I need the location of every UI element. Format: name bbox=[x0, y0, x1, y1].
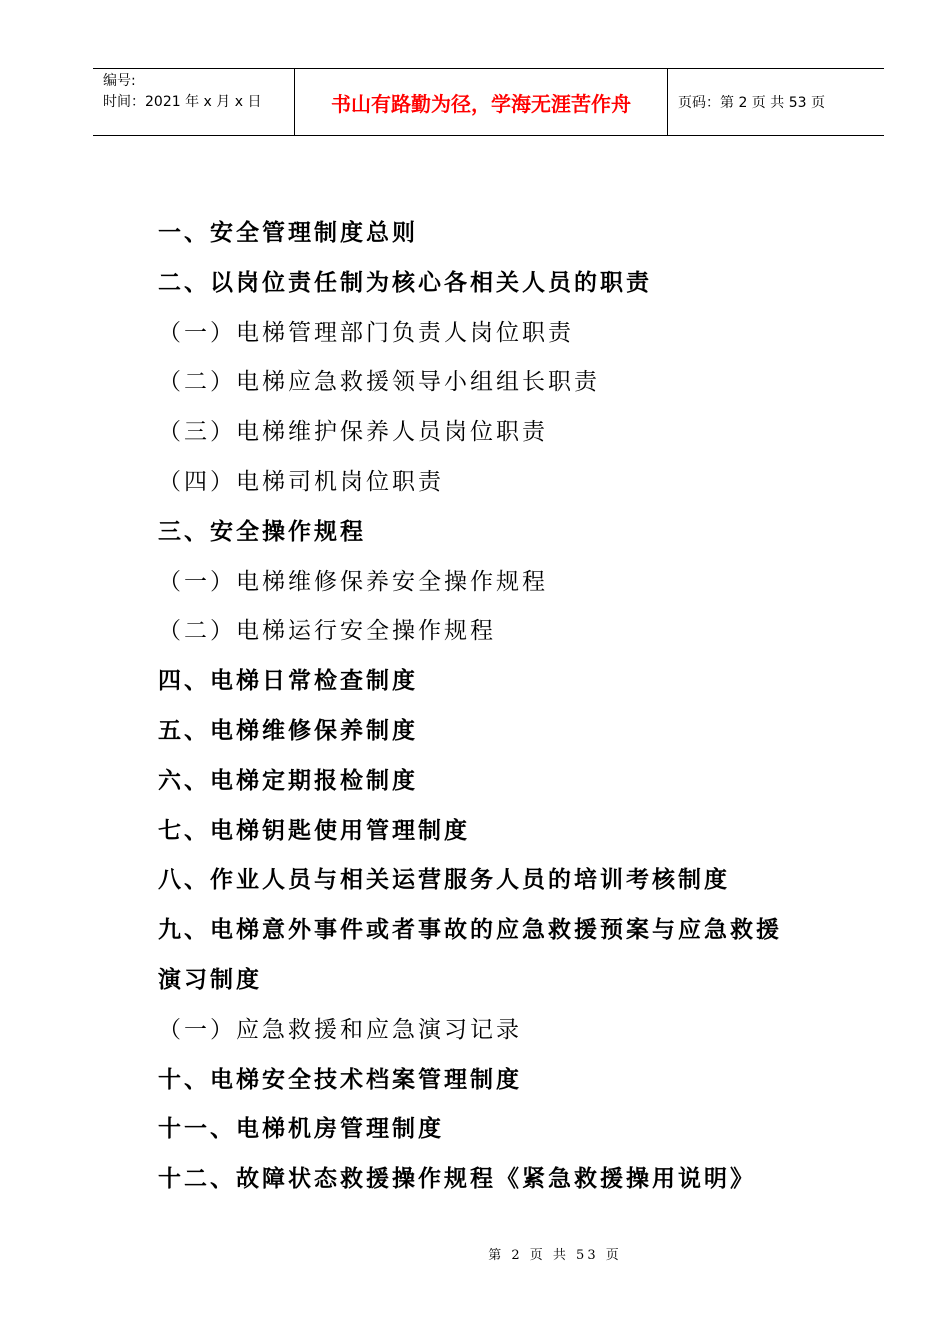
toc-item: 演习制度 bbox=[158, 966, 262, 993]
toc-item: （三）电梯维护保养人员岗位职责 bbox=[158, 419, 548, 446]
page-header bbox=[93, 68, 884, 136]
toc-item: 九、电梯意外事件或者事故的应急救援预案与应急救援 bbox=[158, 917, 782, 944]
toc-item: 二、以岗位责任制为核心各相关人员的职责 bbox=[158, 269, 652, 296]
header-meta bbox=[93, 69, 295, 135]
toc-item: 五、电梯维修保养制度 bbox=[158, 717, 418, 744]
time-label: 时间：2021 年 x 月 x 日 bbox=[103, 94, 262, 110]
toc-item: 四、电梯日常检查制度 bbox=[158, 668, 418, 695]
toc-item: （二）电梯应急救援领导小组组长职责 bbox=[158, 369, 600, 396]
toc-item: （一）电梯管理部门负责人岗位职责 bbox=[158, 319, 574, 346]
toc-item: （一）电梯维修保养安全操作规程 bbox=[158, 568, 548, 595]
toc-item: 一、安全管理制度总则 bbox=[158, 220, 418, 246]
header-page-label: 页码：第 2 页 共 53 页 bbox=[678, 95, 825, 111]
number-label: 编号: bbox=[103, 73, 136, 89]
header-motto: 书山有路勤为径，学海无涯苦作舟 bbox=[295, 69, 668, 135]
toc-item: 八、作业人员与相关运营服务人员的培训考核制度 bbox=[158, 867, 730, 894]
toc-item: （一）应急救援和应急演习记录 bbox=[158, 1016, 522, 1043]
toc-item: 十二、故障状态救援操作规程《紧急救援操用说明》 bbox=[158, 1166, 756, 1193]
toc-item: 六、电梯定期报检制度 bbox=[158, 767, 418, 794]
page-footer: 第 2 页 共 53 页 bbox=[488, 1248, 622, 1263]
toc-item: 七、电梯钥匙使用管理制度 bbox=[158, 817, 470, 844]
toc-item: 三、安全操作规程 bbox=[158, 518, 366, 545]
toc-item: （二）电梯运行安全操作规程 bbox=[158, 618, 496, 645]
table-of-contents bbox=[158, 209, 838, 1205]
toc-item: （四）电梯司机岗位职责 bbox=[158, 468, 444, 495]
toc-item: 十、电梯安全技术档案管理制度 bbox=[158, 1066, 522, 1093]
toc-item: 十一、电梯机房管理制度 bbox=[158, 1116, 444, 1143]
